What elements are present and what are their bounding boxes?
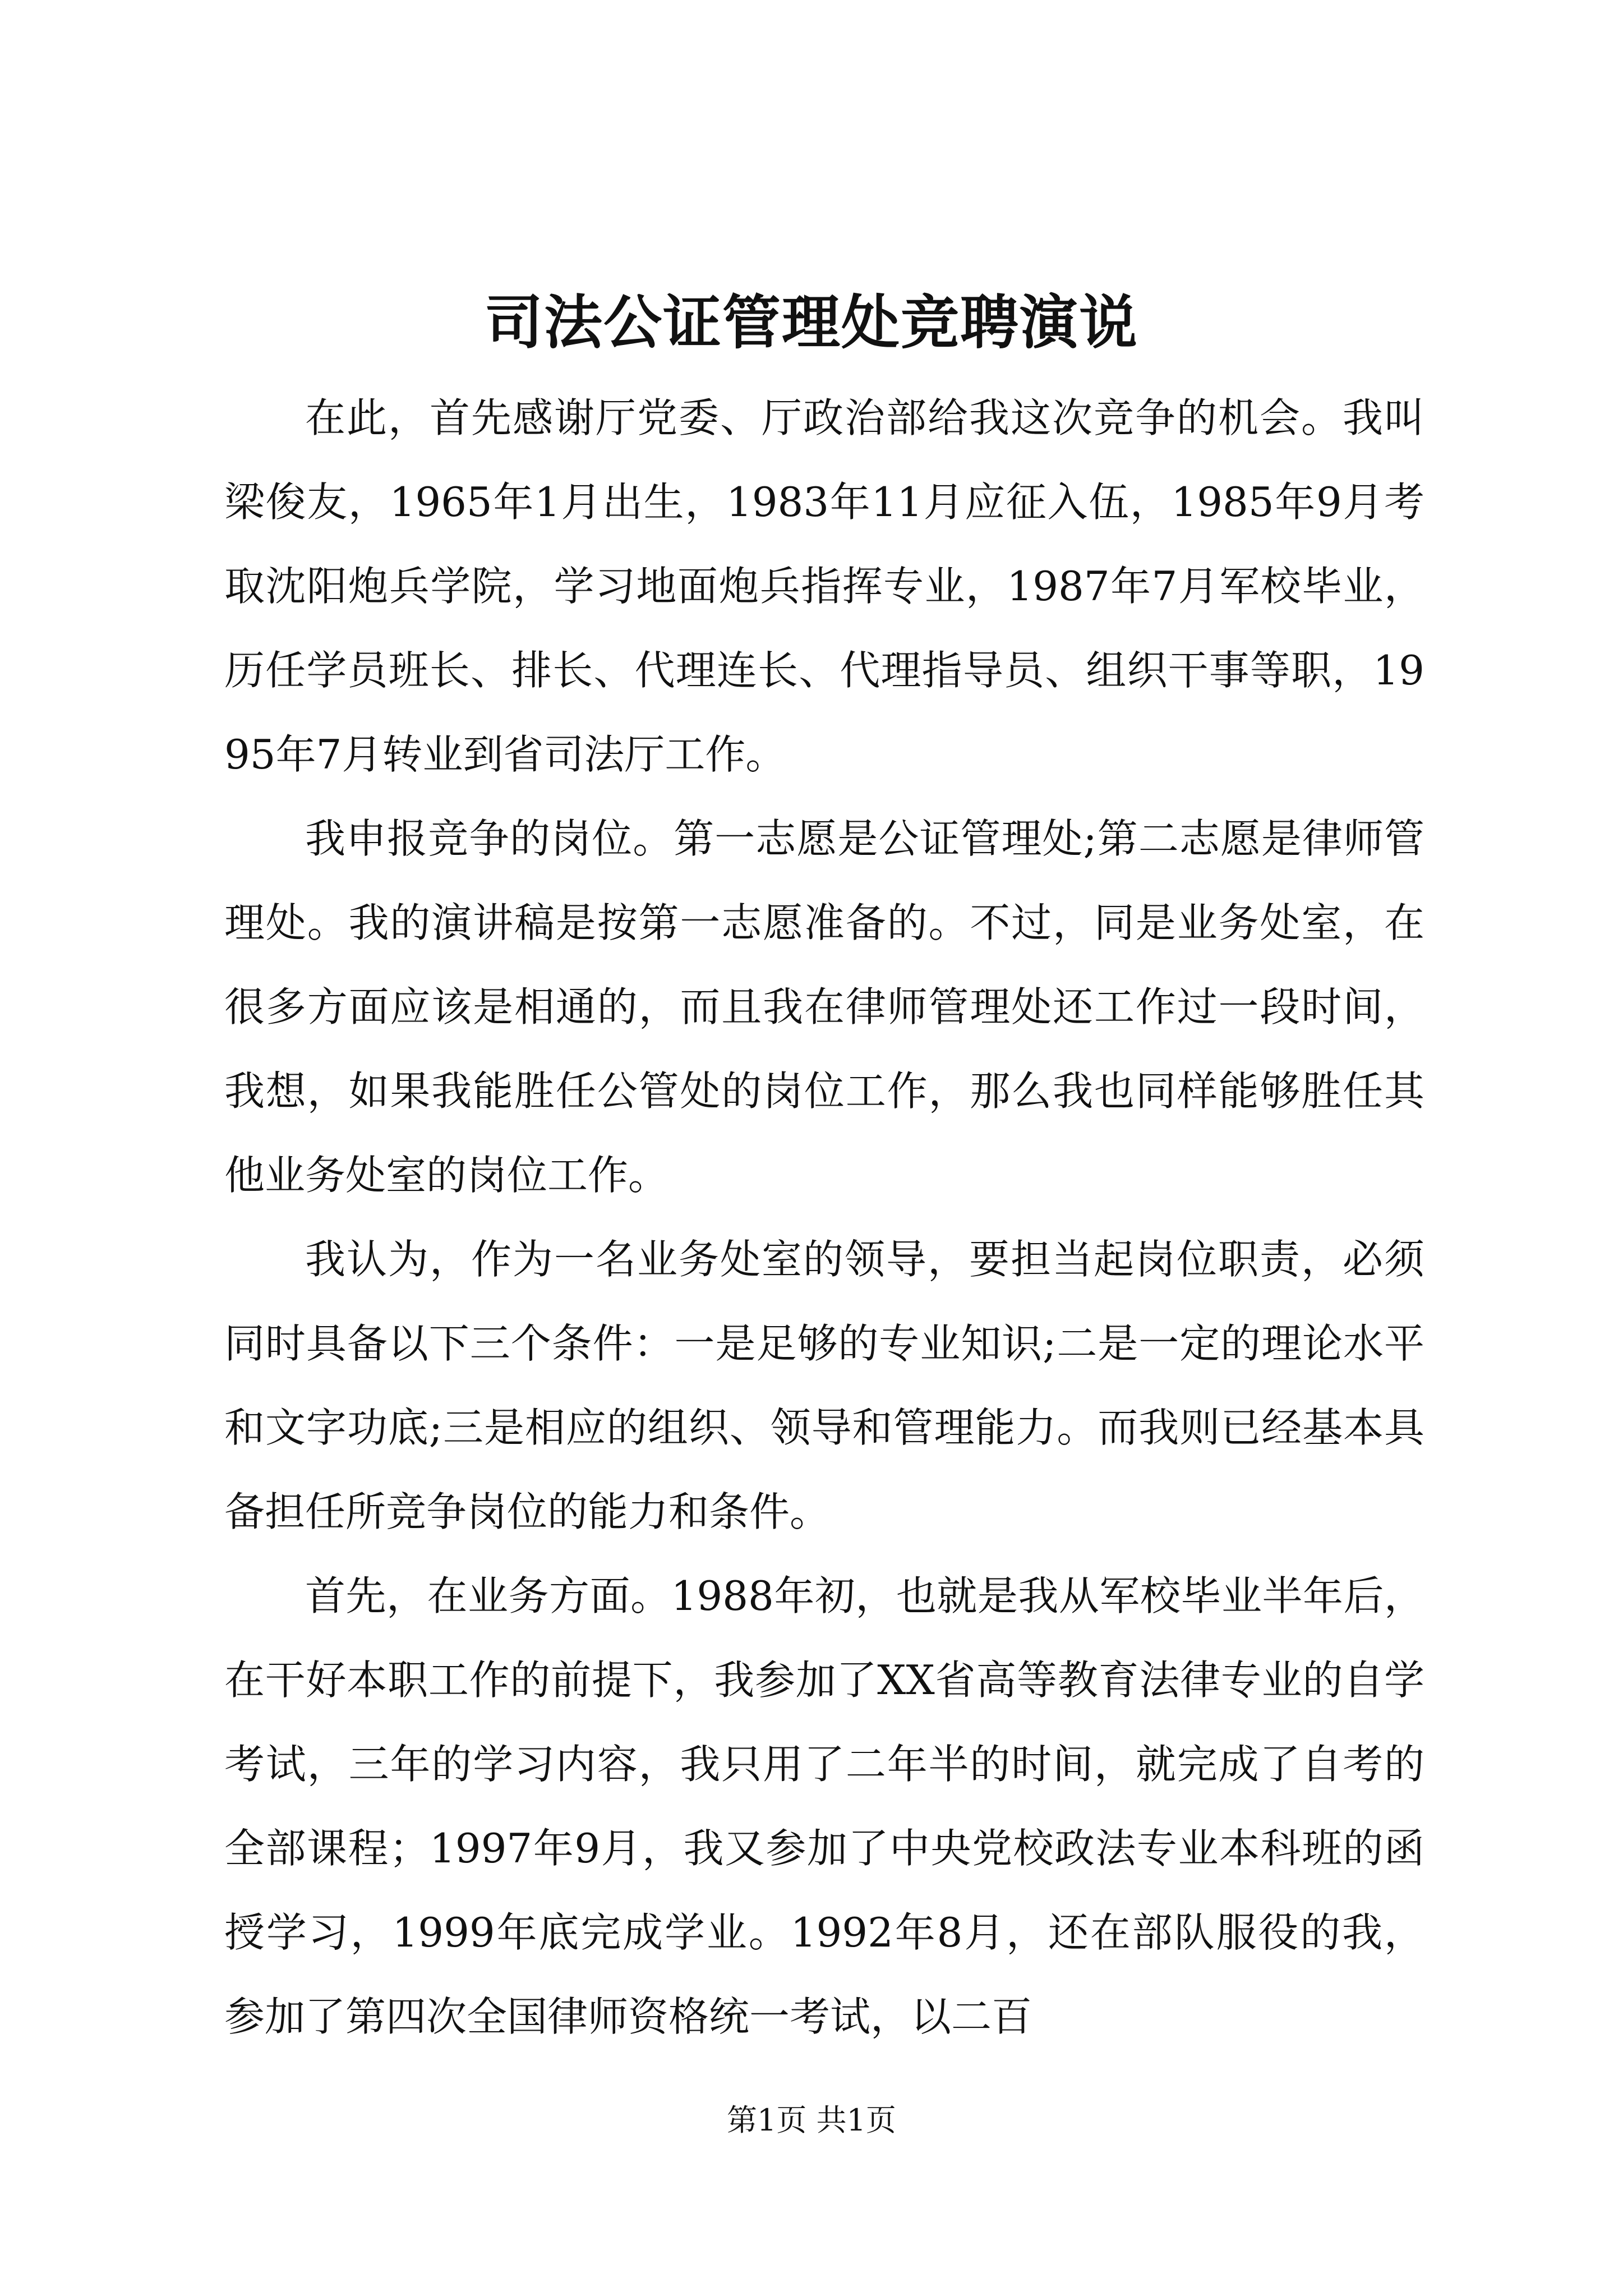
paragraph-3: 我认为，作为一名业务处室的领导，要担当起岗位职责，必须同时具备以下三个条件：一是足够的专业知识;二是一定的理论水平和文字功底;三是相应的组织、领导和管理能力。而我则已经基本具备担任所竞争岗位的能力和条件。 (224, 1236, 1424, 1535)
page-number-footer: 第1页 共1页 (727, 2102, 896, 2138)
paragraph-2: 我申报竞争的岗位。第一志愿是公证管理处;第二志愿是律师管理处。我的演讲稿是按第一志愿准备的。不过，同是业务处室，在很多方面应该是相通的，而且我在律师管理处还工作过一段时间，我想，如果我能胜任公管处的岗位工作，那么我也同样能够胜任其他业务处室的岗位工作。 (224, 815, 1424, 1199)
paragraph-1: 在此，首先感谢厅党委、厅政治部给我这次竞争的机会。我叫梁俊友，1965年1月出生，1983年11月应征入伍，1985年9月考取沈阳炮兵学院，学习地面炮兵指挥专业，1987年7月军校毕业，历任学员班长、排长、代理连长、代理指导员、组织干事等职，1995年7月转业到省司法厅工作。 (224, 394, 1424, 778)
document-title: 司法公证管理处竞聘演说 (484, 288, 1138, 357)
paragraph-4: 首先，在业务方面。1988年初，也就是我从军校毕业半年后，在干好本职工作的前提下，我参加了XX省高等教育法律专业的自学考试，三年的学习内容，我只用了二年半的时间，就完成了自考的全部课程；1997年9月，我又参加了中央党校政法专业本科班的函授学习，1999年底完成学业。1992年8月，还在部队服役的我，参加了第四次全国律师资格统一考试，以二百 (224, 1572, 1424, 2040)
document-body (224, 376, 1424, 2059)
